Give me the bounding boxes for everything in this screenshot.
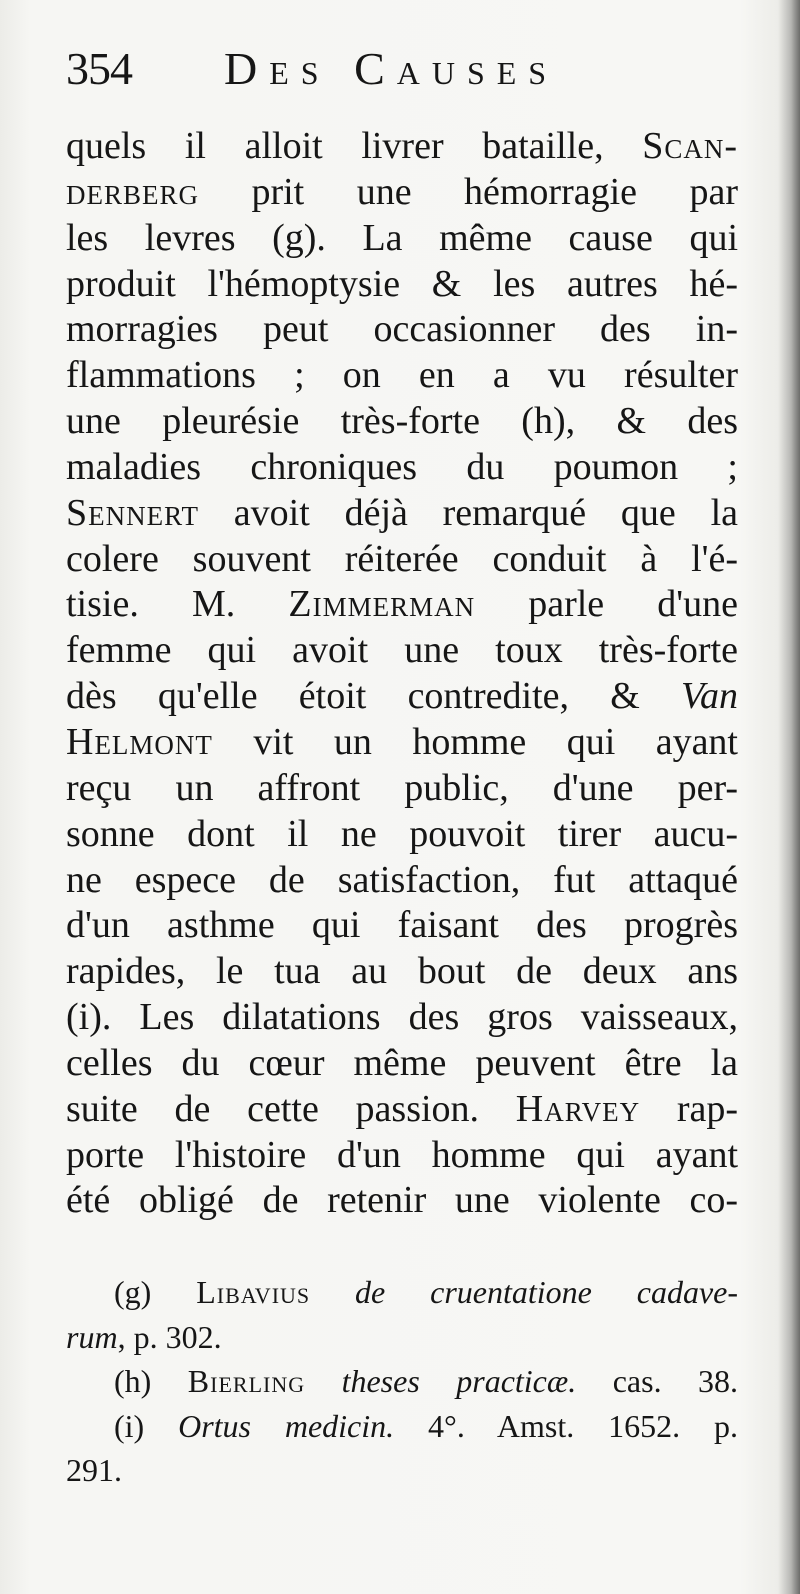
text-line: celles du cœur même peuvent être la: [66, 1041, 738, 1084]
text-line: (i). Les dilatations des gros vaisseaux,: [66, 996, 738, 1039]
text-line: dès qu'elle étoit contredite, & Van: [66, 675, 738, 718]
footnote-i-continued: 291.: [66, 1452, 122, 1488]
text-line: flammations ; on en a vu résulter: [66, 354, 738, 397]
text-line: les levres (g). La même cause qui: [66, 216, 738, 259]
text-line: été obligé de retenir une violente co-: [66, 1179, 738, 1222]
page-header: [66, 34, 746, 104]
text-line: suite de cette passion. Harvey rap-: [66, 1087, 738, 1130]
text-line: produit l'hémoptysie & les autres hé-: [66, 262, 738, 305]
body-text: [66, 124, 738, 1224]
footnote-title: de cruentatione cadave-: [355, 1274, 738, 1310]
footnote-g-continued: rum, p. 302.: [66, 1318, 222, 1355]
person-name: Harvey: [515, 1087, 641, 1130]
footnote-i: (i) Ortus medicin. 4°. Amst. 1652. p.: [114, 1407, 738, 1444]
footnotes: [66, 1270, 738, 1493]
text-line: maladies chroniques du poumon ;: [66, 445, 738, 488]
footnote-title: theses practicæ.: [341, 1363, 577, 1399]
person-name: Van: [681, 675, 738, 718]
footnote-h: (h) Bierling theses practicæ. cas. 38.: [114, 1363, 738, 1399]
text-line: morragies peut occasionner des in-: [66, 308, 738, 351]
text-line: reçu un affront public, d'une per-: [66, 766, 738, 809]
text-line: d'un asthme qui faisant des progrès: [66, 904, 738, 947]
text-line: porte l'histoire d'un homme qui ayant: [66, 1133, 738, 1176]
text-line: quels il alloit livrer bataille, Scan-: [66, 125, 738, 167]
text-line: Helmont vit un homme qui ayant: [66, 720, 738, 763]
running-title: Des Causes: [224, 43, 559, 94]
footnote-author: Libavius: [196, 1274, 311, 1310]
text-line: ne espece de satisfaction, fut attaqué: [66, 858, 738, 901]
footnote-author: Bierling: [187, 1363, 306, 1399]
text-line: sonne dont il ne pouvoit tirer aucu-: [66, 812, 738, 855]
person-name: derberg: [66, 170, 200, 213]
footnote-g: (g) Libavius de cruentatione cadave-: [114, 1274, 738, 1310]
person-name: Scan-: [642, 125, 738, 167]
text-line: une pleurésie très-forte (h), & des: [66, 400, 738, 443]
text-line: Sennert avoit déjà remarqué que la: [66, 491, 738, 534]
person-name: Zimmerman: [288, 583, 476, 626]
person-name: Sennert: [66, 491, 199, 534]
page-edge-shadow: [778, 0, 800, 1594]
page-number: 354: [66, 43, 132, 94]
person-name: Helmont: [66, 720, 213, 763]
text-line: rapides, le tua au bout de deux ans: [66, 950, 738, 993]
text-line: derberg prit une hémorragie par: [66, 170, 738, 213]
text-line: colere souvent réiterée conduit à l'é-: [66, 537, 738, 580]
text-line: tisie. M. Zimmerman parle d'une: [66, 583, 738, 626]
text-line: femme qui avoit une toux très-forte: [66, 629, 738, 672]
footnote-title: Ortus medicin.: [178, 1407, 395, 1444]
